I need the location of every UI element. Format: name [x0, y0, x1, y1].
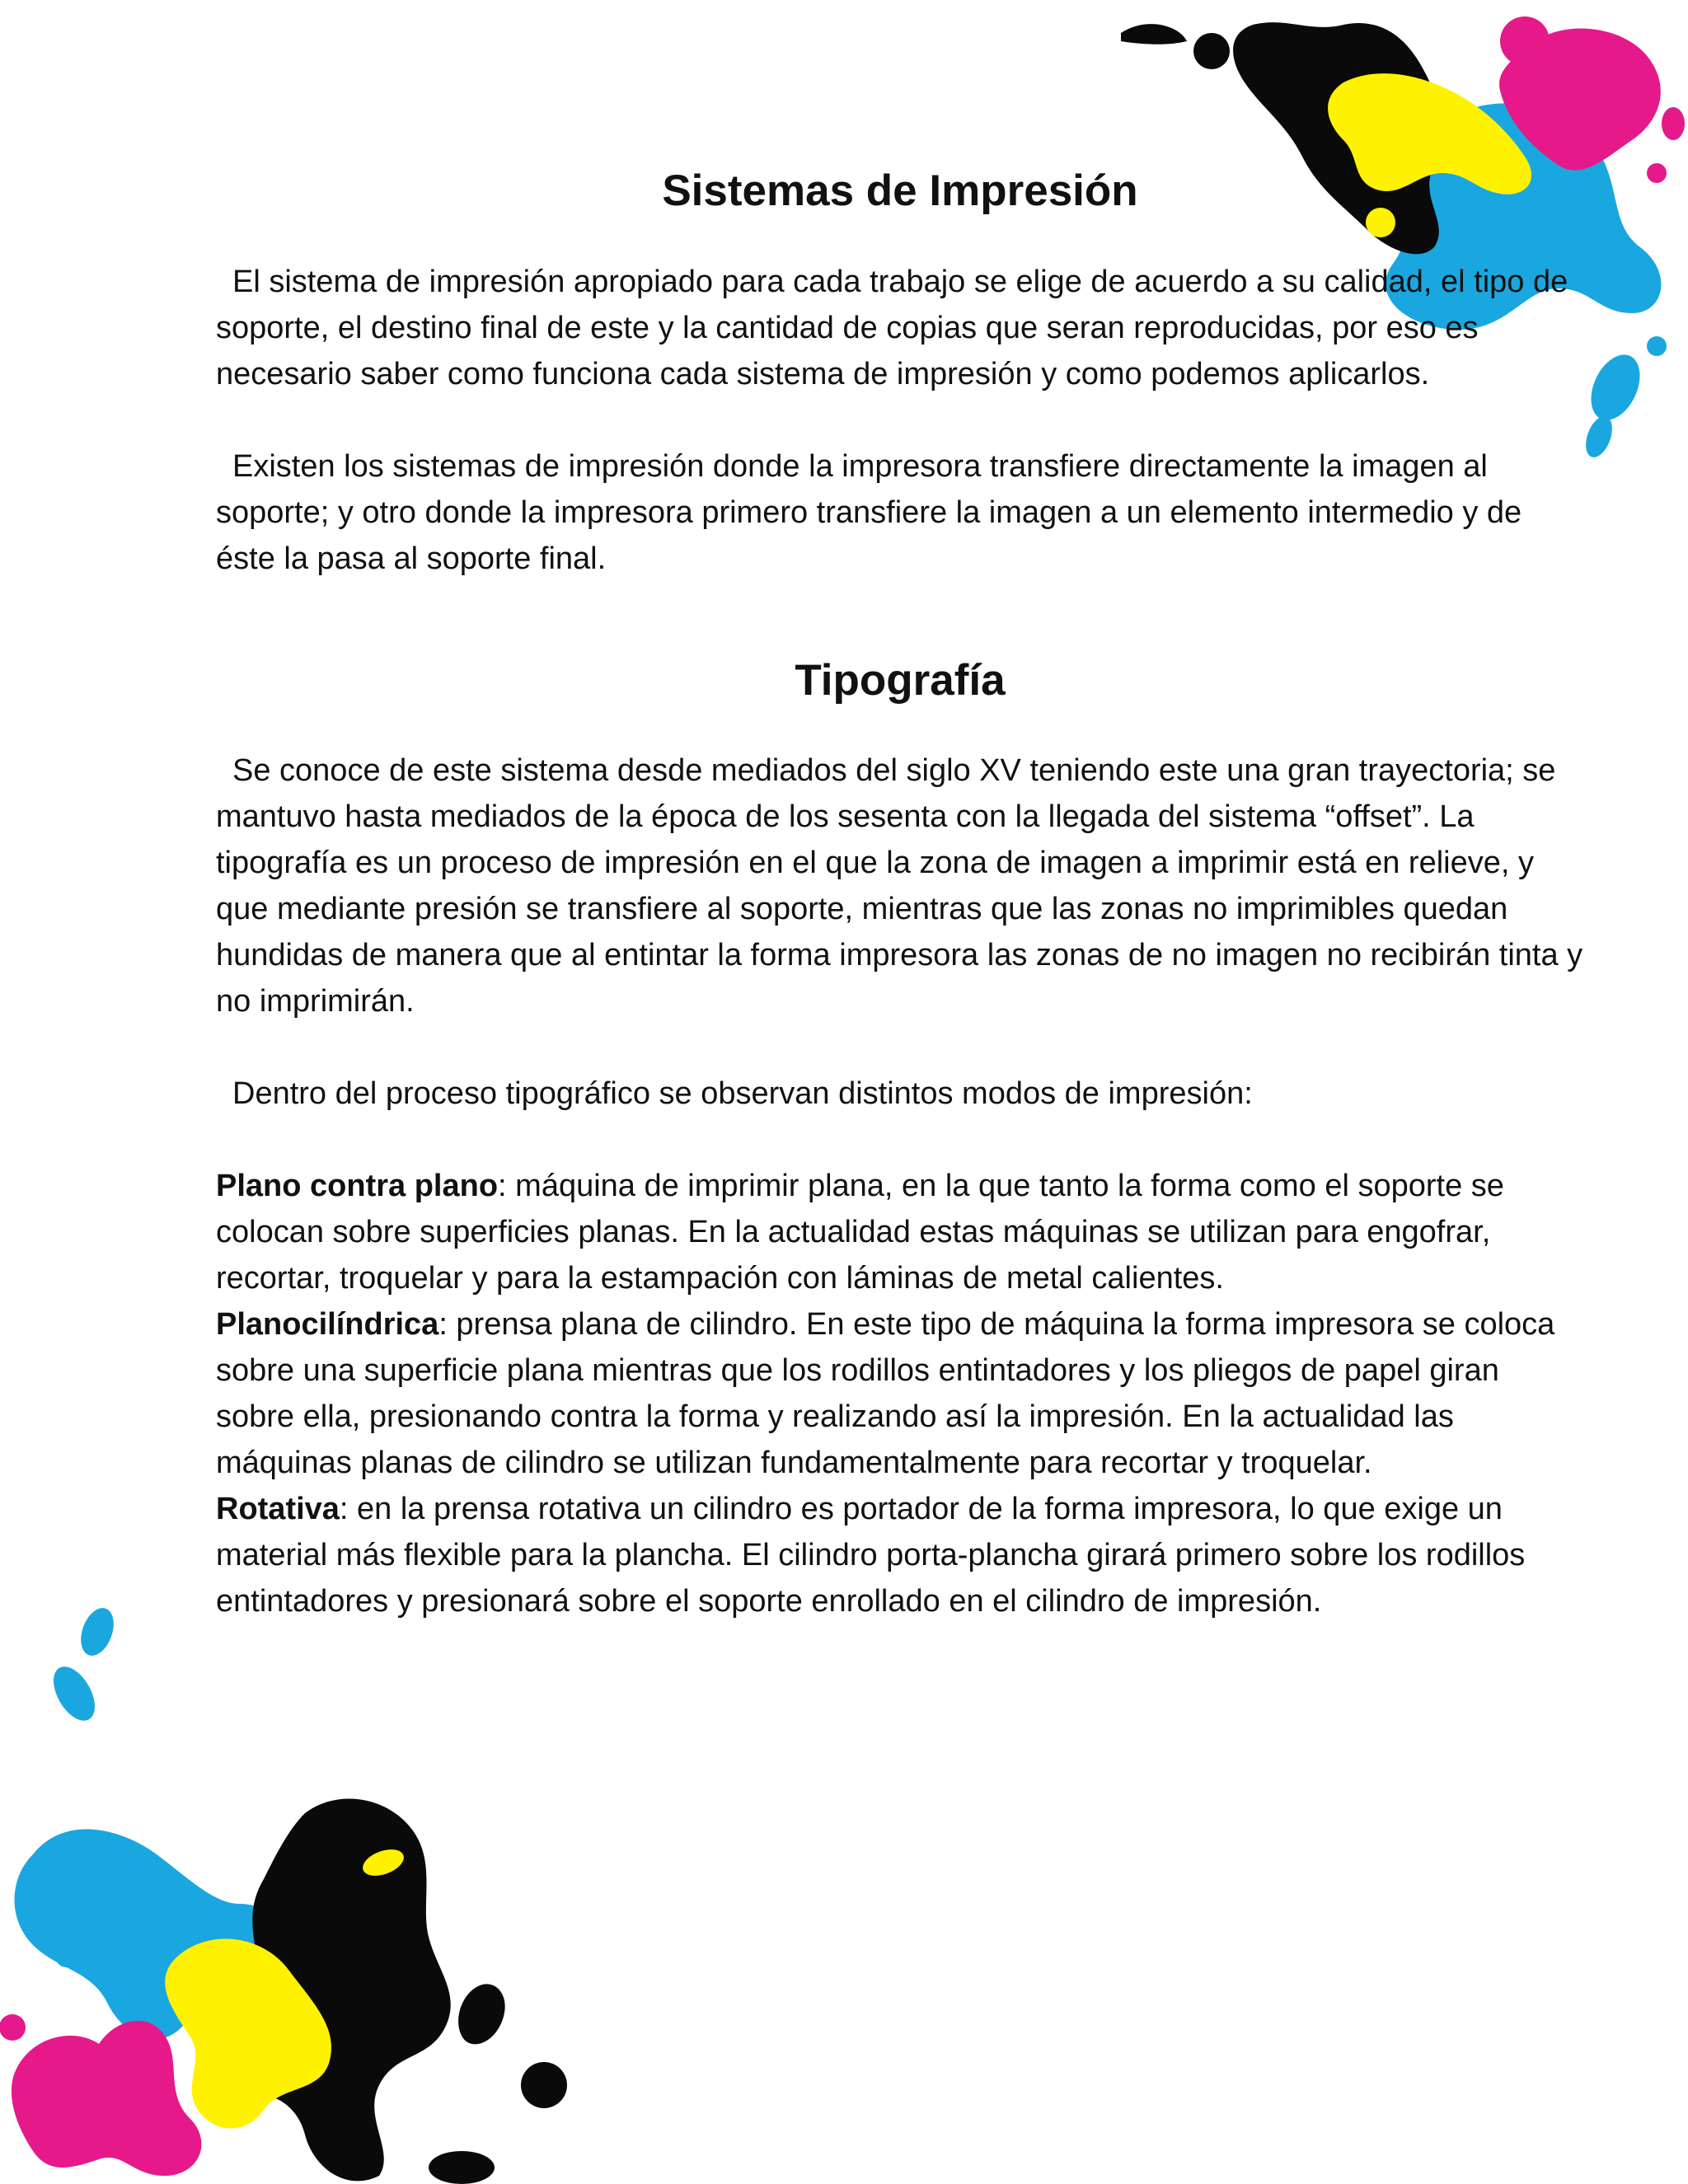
paragraph: Existen los sistemas de impresión donde la impresora transfiere directamente la imagen al soporte; y otro donde la impresora primero transfiere la imagen a un elemento intermedio y de éste la pasa al soporte final.	[216, 448, 1522, 576]
section-title: Tipografía	[795, 655, 1006, 705]
mode-term: Plano contra plano	[216, 1169, 499, 1204]
document-body	[216, 165, 1584, 1624]
mode-description: : máquina de imprimir plana, en la que tanto la forma como el soporte se colocan sobre superficies planas. En la actualidad estas máquinas se utilizan para engofrar, recortar, troquelar y para la estampación con láminas de metal calientes.	[216, 1169, 1504, 1296]
magenta-splash	[0, 2014, 201, 2176]
ink-splash-bottom-left	[0, 1591, 626, 2184]
mode-term: Planocilíndrica	[216, 1307, 439, 1343]
section-tipografia	[216, 654, 1584, 1625]
section-title: Sistemas de Impresión	[662, 166, 1138, 215]
paragraph: Se conoce de este sistema desde mediados del siglo XV teniendo este una gran trayectoria; se mantuvo hasta mediados de la época de los sesenta con la llegada del sistema “offset”. La tipografía es un proceso de impresión en el que la zona de imagen a imprimir está en relieve, y que mediante presión se transfiere al soporte, mientras que las zonas no imprimibles quedan hundidas de manera que al entintar la forma impresora las zonas de no imagen no recibirán tinta y no imprimirán.	[216, 753, 1583, 1019]
mode-description: : en la prensa rotativa un cilindro es portador de la forma impresora, lo que exige un material más flexible para la plancha. El cilindro porta-plancha girará primero sobre los rodillos entintadores y presionará sobre el soporte enrollado en el cilindro de impresión.	[216, 1492, 1526, 1619]
mode-description: : prensa plana de cilindro. En este tipo de máquina la forma impresora se coloca sobre una superficie plana mientras que los rodillos entintadores y los pliegos de papel giran sobre ella, presionando contra la forma y realizando así la impresión. En la actualidad las máquinas planas de cilindro se utilizan fundamentalmente para recortar y troquelar.	[216, 1307, 1555, 1481]
paragraph: Dentro del proceso tipográfico se observan distintos modos de impresión:	[232, 1076, 1253, 1112]
mode-term: Rotativa	[216, 1492, 340, 1527]
mode-item	[216, 1486, 1584, 1624]
paragraph: El sistema de impresión apropiado para cada trabajo se elige de acuerdo a su calidad, el tipo de soporte, el destino final de este y la cantidad de copias que seran reproducidas, por eso es necesario saber como funciona cada sistema de impresión y como podemos aplicarlos.	[216, 264, 1568, 391]
mode-item	[216, 1301, 1584, 1486]
section-sistemas-de-impresion	[216, 165, 1584, 582]
mode-item	[216, 1163, 1584, 1301]
